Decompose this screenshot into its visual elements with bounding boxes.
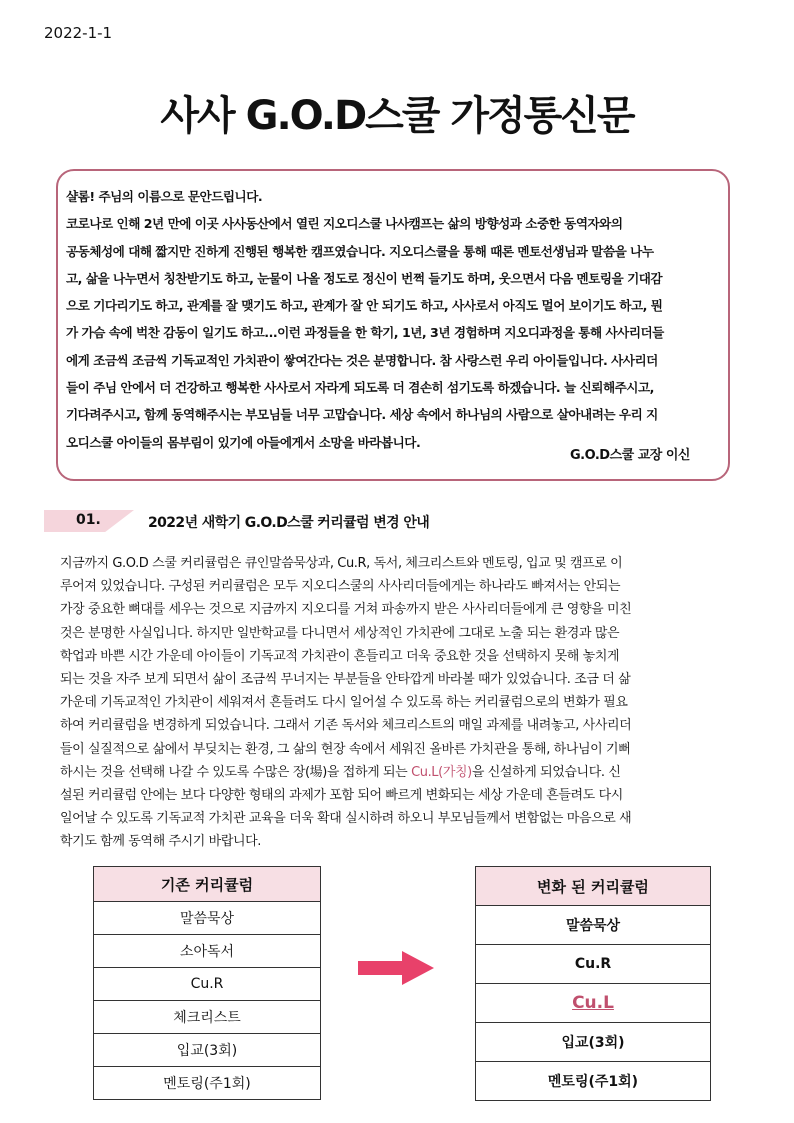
letter-line: 들이 주님 안에서 더 건강하고 행복한 사사로서 자라게 되도록 더 겸손히 섬기도록 하겠습니다. 늘 신뢰해주시고,	[66, 380, 654, 396]
letter-signature: G.O.D스쿨 교장 이신	[569, 448, 690, 463]
letter-line: 으로 기다리기도 하고, 관계를 잘 맺기도 하고, 관계가 잘 안 되기도 하고, 사사로서 아직도 멀어 보이기도 하고, 뭔	[66, 298, 663, 314]
letter-line: 에게 조금씩 조금씩 기독교적인 가치관이 쌓여간다는 것은 분명합니다. 참 사랑스런 우리 아이들입니다. 사사리더	[66, 352, 658, 368]
body-line: 들이 실질적으로 삶에서 부딪치는 환경, 그 삶의 현장 속에서 세워진 올바른 가치관을 통해, 하나님이 기뻐	[60, 741, 631, 757]
body-line: 되는 것을 자주 보게 되면서 삶이 조금씩 무너지는 부분들을 안타깝게 바라볼 때가 있었습니다. 조금 더 삶	[60, 672, 631, 688]
body-line	[60, 761, 738, 784]
old-curriculum-item: 말씀묵상	[94, 902, 321, 935]
section-number: 01.	[76, 512, 101, 528]
body-line: 지금까지 G.O.D 스쿨 커리큘럼은 큐인말씀묵상과, Cu.R, 독서, 체크리스트와 멘토링, 입교 및 캠프로 이	[60, 556, 623, 571]
letter-line: 가 가슴 속에 벅찬 감동이 일기도 하고...이런 과정들을 한 학기, 1년, 3년 경험하며 지오디과정을 통해 사사리더들	[66, 325, 664, 341]
body-line: 설된 커리큘럼 안에는 보다 다양한 형태의 과제가 포함 되어 빠르게 변화되는 세상 가운데 흔들려도 다시	[60, 788, 623, 804]
letter-line: 고, 삶을 나누면서 칭찬받기도 하고, 눈물이 나올 정도로 정신이 번쩍 들기도 하며, 웃으면서 다음 멘토링을 기대감	[66, 270, 663, 286]
greeting-letter-box	[56, 169, 730, 481]
arrow-right-icon	[358, 951, 434, 985]
body-line: 일어날 수 있도록 기독교적 가치관 교육을 더욱 확대 실시하려 하오니 부모님들께서 변함없는 마음으로 새	[60, 811, 632, 827]
old-curriculum-item: 체크리스트	[94, 1001, 321, 1034]
letter-line: 샬롬! 주님의 이름으로 문안드립니다.	[66, 189, 263, 204]
body-text: 을 신설하게 되었습니다. 신	[471, 764, 621, 780]
letter-line: 공동체성에 대해 짧지만 진하게 진행된 행복한 캠프였습니다. 지오디스쿨을 통해 때론 멘토선생님과 말씀을 나누	[66, 243, 654, 259]
old-curriculum-item: Cu.R	[94, 968, 321, 1001]
old-curriculum-header: 기존 커리큘럼	[94, 867, 321, 902]
issue-date: 2022-1-1	[44, 24, 113, 42]
section-title: 2022년 새학기 G.O.D스쿨 커리큘럼 변경 안내	[148, 515, 430, 531]
new-curriculum-item: 멘토링(주1회)	[476, 1062, 711, 1101]
old-curriculum-item: 소아독서	[94, 935, 321, 968]
new-curriculum-item: 입교(3회)	[476, 1023, 711, 1062]
new-item-cul-label: Cu.L	[572, 993, 614, 1013]
body-line: 가장 중요한 뼈대를 세우는 것으로 지금까지 지오디를 거쳐 파송까지 받은 사사리더들에게 큰 영향을 미친	[60, 602, 632, 618]
body-line: 학업과 바쁜 시간 가운데 아이들이 기독교적 가치관이 흔들리고 더욱 중요한 것을 선택하지 못해 놓치게	[60, 648, 620, 664]
body-line: 것은 분명한 사실입니다. 하지만 일반학교를 다니면서 세상적인 가치관에 그대로 노출 되는 환경과 많은	[60, 625, 620, 641]
body-text: 하시는 것을 선택해 나갈 수 있도록 수많은 장(場)을 접하게 되는	[60, 764, 412, 780]
old-curriculum-item: 입교(3회)	[94, 1034, 321, 1067]
body-line: 하여 커리큘럼을 변경하게 되었습니다. 그래서 기존 독서와 체크리스트의 매일 과제를 내려놓고, 사사리더	[60, 718, 632, 734]
section-header	[44, 510, 744, 532]
section-body	[60, 552, 738, 854]
old-curriculum-table	[93, 866, 321, 1100]
new-curriculum-item: 말씀묵상	[476, 906, 711, 945]
old-curriculum-item: 멘토링(주1회)	[94, 1067, 321, 1100]
new-curriculum-item: Cu.R	[476, 945, 711, 984]
highlight-cul: Cu.L(가칭)	[411, 764, 472, 780]
new-curriculum-item-cul	[476, 984, 711, 1023]
body-line: 학기도 함께 동역해 주시기 바랍니다.	[60, 834, 262, 850]
new-curriculum-table	[475, 866, 711, 1101]
letter-line: 오디스쿨 아이들의 몸부림이 있기에 아들에게서 소망을 바라봅니다.	[66, 434, 421, 450]
letter-line: 코로나로 인해 2년 만에 이곳 사사동산에서 열린 지오디스쿨 나사캠프는 삶의 방향성과 소중한 동역자와의	[66, 216, 623, 232]
letter-line: 기다려주시고, 함께 동역해주시는 부모님들 너무 고맙습니다. 세상 속에서 하나님의 사람으로 살아내려는 우리 지	[66, 407, 658, 423]
page-title: 사사 G.O.D스쿨 가정통신문	[160, 93, 634, 139]
body-line: 루어져 있었습니다. 구성된 커리큘럼은 모두 지오디스쿨의 사사리더들에게는 하나라도 빠져서는 안되는	[60, 579, 621, 595]
new-curriculum-header: 변화 된 커리큘럼	[476, 867, 711, 906]
body-line: 가운데 기독교적인 가치관이 세워져서 흔들려도 다시 일어설 수 있도록 하는 커리큘럼으로의 변화가 필요	[60, 695, 628, 711]
